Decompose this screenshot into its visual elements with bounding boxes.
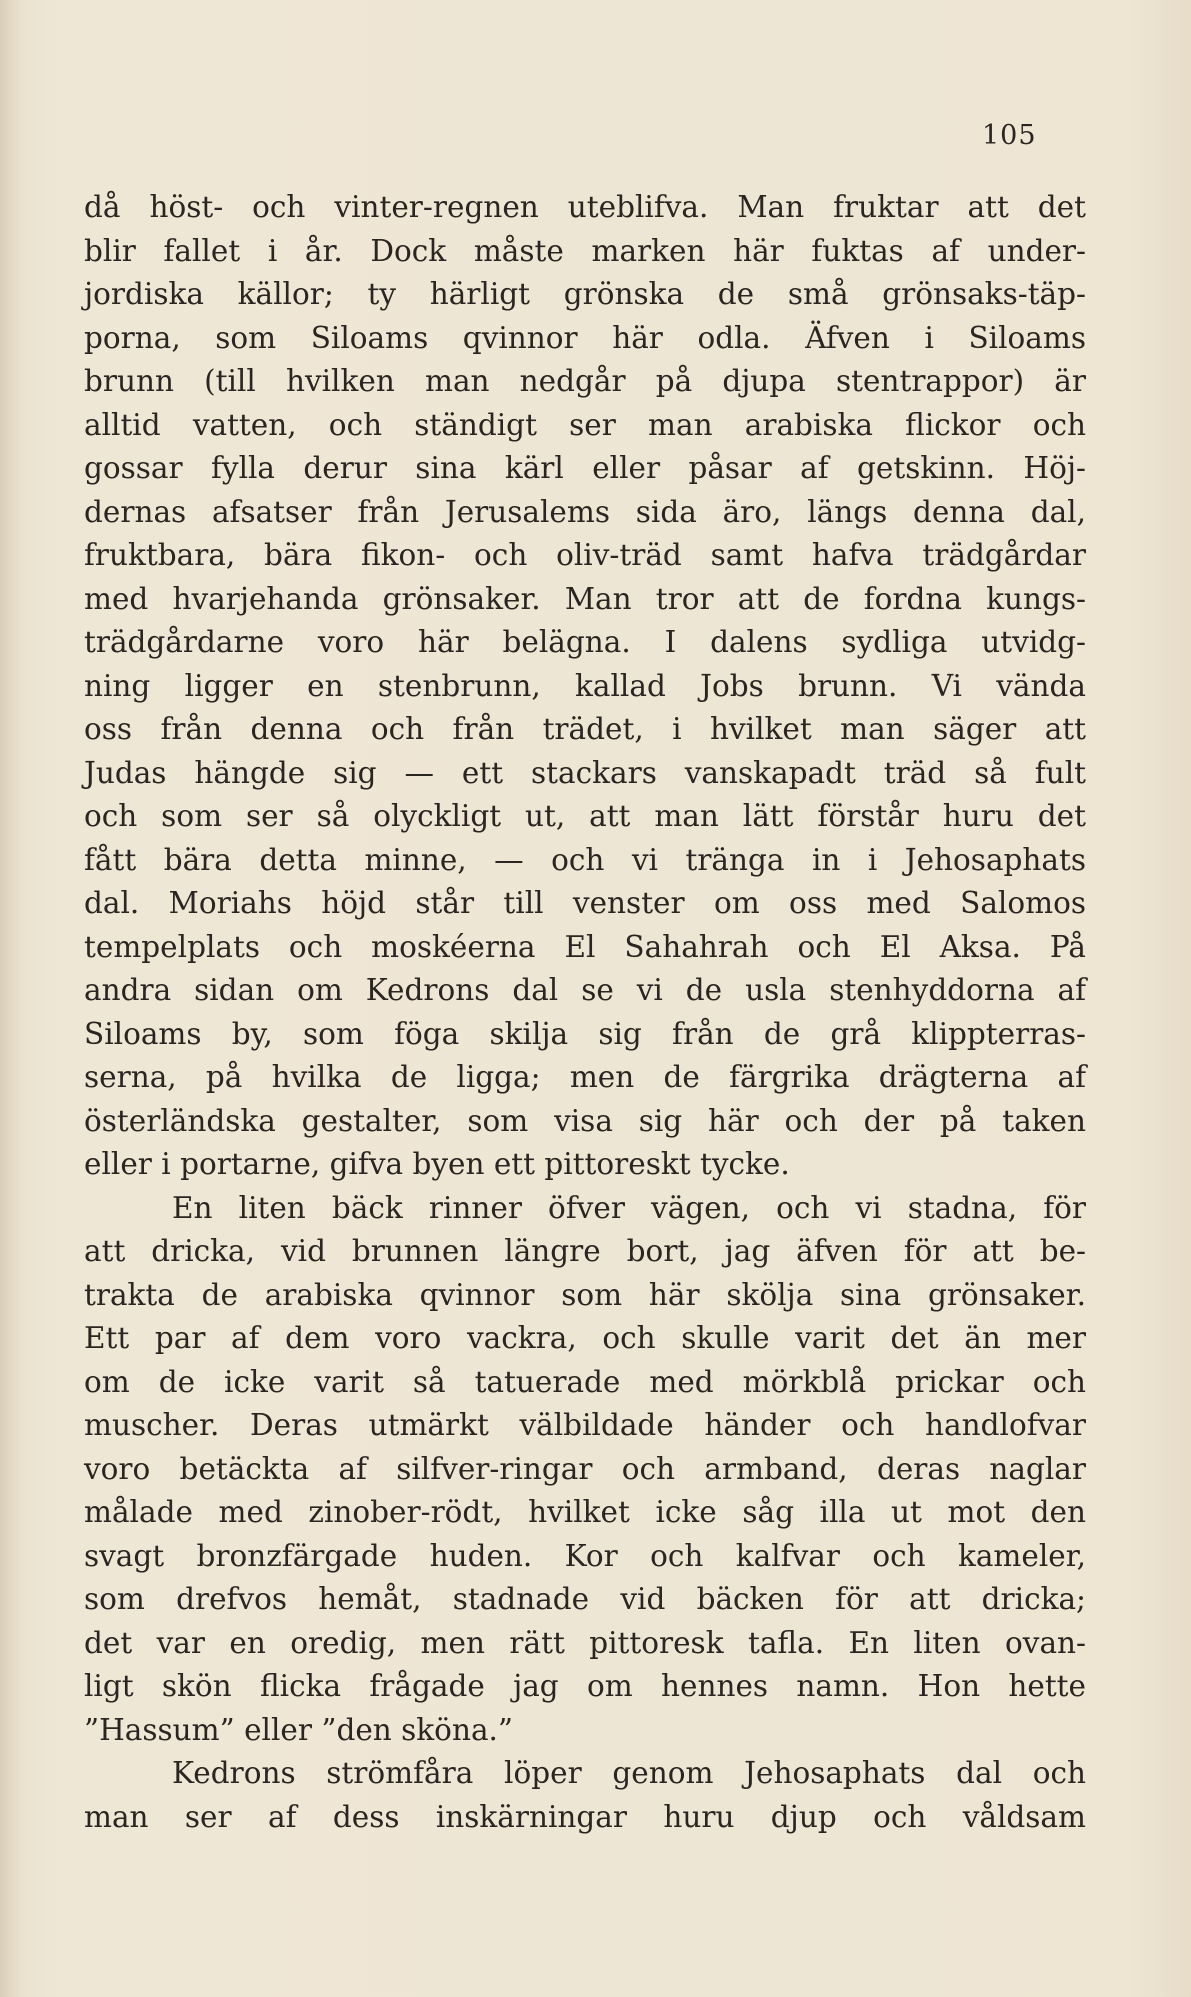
text-line: dernas afsatser från Jerusalems sida äro, längs denna dal,	[84, 494, 1086, 529]
text-line: svagt bronzfärgade huden. Kor och kalfvar och kameler,	[84, 1538, 1086, 1573]
text-line: och som ser så olyckligt ut, att man lätt förstår huru det	[84, 799, 1086, 833]
text-line: det var en oredig, men rätt pittoresk tafla. En liten ovan-	[84, 1625, 1086, 1660]
text-line: Kedrons strömfåra löper genom Jehosaphats dal och	[172, 1756, 1086, 1790]
text-line: Ett par af dem voro vackra, och skulle varit det än mer	[84, 1321, 1086, 1355]
text-line: med hvarjehanda grönsaker. Man tror att de fordna kungs-	[84, 581, 1086, 616]
text-line: att dricka, vid brunnen längre bort, jag äfven för att be-	[84, 1234, 1086, 1268]
text-line: serna, på hvilka de ligga; men de färgrika drägterna af	[84, 1060, 1086, 1094]
text-line: österländska gestalter, som visa sig här och der på taken	[84, 1103, 1086, 1138]
text-line: fruktbara, bära fikon- och oliv-träd samt hafva trädgårdar	[84, 538, 1086, 572]
text-line: En liten bäck rinner öfver vägen, och vi stadna, för	[172, 1190, 1086, 1225]
text-line: Siloams by, som föga skilja sig från de grå klippterras-	[84, 1016, 1086, 1051]
text-line: blir fallet i år. Dock måste marken här fuktas af under-	[84, 233, 1086, 268]
text-line: alltid vatten, och ständigt ser man arabiska flickor och	[84, 407, 1086, 442]
text-line: brunn (till hvilken man nedgår på djupa stentrappor) är	[84, 364, 1086, 398]
text-line: ”Hassum” eller ”den sköna.”	[84, 1712, 513, 1747]
text-line: tempelplats och moskéerna El Sahahrah och El Aksa. På	[84, 929, 1086, 964]
text-line: voro betäckta af silfver-ringar och armband, deras naglar	[84, 1451, 1086, 1486]
text-line: trakta de arabiska qvinnor som här skölja sina grönsaker.	[84, 1277, 1086, 1312]
text-line: andra sidan om Kedrons dal se vi de usla stenhyddorna af	[84, 973, 1086, 1007]
text-line: trädgårdarne voro här belägna. I dalens sydliga utvidg-	[84, 625, 1086, 659]
text-line: målade med zinober-rödt, hvilket icke såg illa ut mot den	[84, 1495, 1086, 1529]
page-number: 105	[982, 120, 1037, 151]
text-line: som drefvos hemåt, stadnade vid bäcken för att dricka;	[84, 1582, 1086, 1616]
text-line: muscher. Deras utmärkt välbildade händer och handlofvar	[84, 1408, 1086, 1442]
text-line: gossar fylla derur sina kärl eller påsar af getskinn. Höj-	[84, 451, 1086, 485]
text-line: man ser af dess inskärningar huru djup och våldsam	[84, 1799, 1086, 1834]
text-line: Judas hängde sig — ett stackars vanskapadt träd så fult	[84, 755, 1086, 790]
text-line: ligt skön flicka frågade jag om hennes namn. Hon hette	[84, 1669, 1086, 1703]
text-line: eller i portarne, gifva byen ett pittoreskt tycke.	[84, 1147, 790, 1181]
text-line: ning ligger en stenbrunn, kallad Jobs brunn. Vi vända	[84, 668, 1086, 703]
text-line: porna, som Siloams qvinnor här odla. Äfven i Siloams	[84, 320, 1086, 355]
text-line: jordiska källor; ty härligt grönska de små grönsaks-täp-	[84, 277, 1086, 311]
text-line: fått bära detta minne, — och vi tränga in i Jehosaphats	[84, 842, 1086, 877]
body-text	[84, 186, 1086, 1839]
text-line: då höst- och vinter-regnen uteblifva. Man fruktar att det	[84, 190, 1086, 224]
text-line: oss från denna och från trädet, i hvilket man säger att	[84, 712, 1086, 746]
text-line: om de icke varit så tatuerade med mörkblå prickar och	[84, 1364, 1086, 1399]
text-line: dal. Moriahs höjd står till venster om oss med Salomos	[84, 886, 1086, 920]
